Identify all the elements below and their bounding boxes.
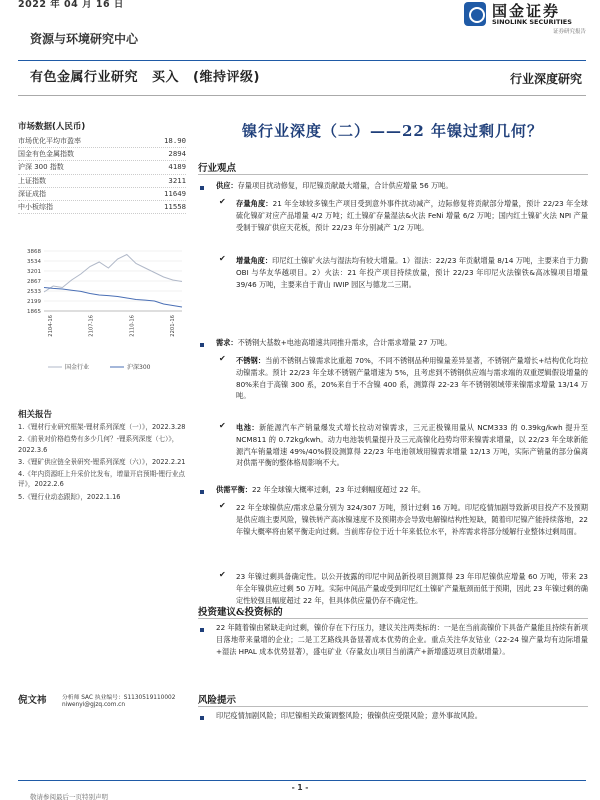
increment-label: 增量角度： <box>236 256 273 265</box>
stock-text: 21 年全球较多镍生产项目受到意外事件扰动减产，边际修复将贡献部分增量，预计 22/23 年全球硫化镍矿对应产品增量 4/2 万吨；红土镍矿存量湿法&火法 FeNi 增量 6/2 万吨；国内红土镍矿火法 NPI 产量受制于镍矿供应天花板，预计 22/23 年分别减产 1/2 万吨。 <box>236 199 588 232</box>
risk-paragraph: 印尼疫情加剧风险；印尼镍相关政策调整风险；俄镍供应受限风险；意外事故风险。 <box>216 711 482 720</box>
market-data-label: 市场优化平均市盈率 <box>18 137 81 145</box>
stock-paragraph <box>236 198 588 233</box>
section-divider <box>198 174 588 175</box>
x-tick-label: 2104-16 <box>48 315 54 337</box>
market-data-label: 中小板综指 <box>18 203 53 212</box>
industry-name: 有色金属行业研究 <box>30 70 139 85</box>
demand-paragraph <box>216 337 588 349</box>
bullet-icon <box>200 628 204 632</box>
demand-text: 不锈钢大基数+电池高增速共同推升需求，合计需求增量 27 万吨。 <box>237 338 452 347</box>
demand-label: 需求： <box>216 338 238 347</box>
balance-label: 供需平衡： <box>216 485 252 494</box>
check-icon: ✔ <box>219 570 226 579</box>
x-tick-label: 2107-16 <box>88 315 95 337</box>
bullet-icon <box>200 490 204 494</box>
y-tick-label: 2199 <box>27 298 41 305</box>
stainless-text: 当前不锈钢占镍需求比重超 70%，不同不锈钢品种用镍量差异显著，不锈钢产量增长+结构优化均拉动镍需求。预计 22/23 年全球不锈钢产量增速为 5%，且考虑到不锈钢供应端与需求端的双重逻辑假设增量的 80%来自于高镍 300 系，20%来自于不含镍 400 系，测算得 22-23 年不锈钢领域带来镍需求增量 13/14 万吨。 <box>236 356 588 401</box>
y-tick-label: 2867 <box>27 278 41 285</box>
market-data-label: 沪深 300 指数 <box>18 163 64 172</box>
increment-text: 印尼红土镍矿火法与湿法均有较大增量。1）湿法：22/23 年贡献增量 8/14 万吨，主要来自于力勤 OBI 与华友华越项目。2）火法：21 年投产项目持续放量，预计 22/23 年印尼火法镍铁&高冰镍项目增量 39/46 万吨，主要来自于青山 IWIP 园区与德龙二三期。 <box>236 256 588 289</box>
brand-mark-icon <box>464 2 486 26</box>
report-date: 2022 年 04 月 16 日 <box>18 0 124 10</box>
balance-2023-paragraph: 23 年镍过剩具备确定性。以公开披露的印尼中间品新投项目测算得 23 年印尼镍供应增量 60 万吨，带来 23 年全年镍供应过剩 50 万吨。实际中间品产量或受到印尼红土镍矿产量瓶颈而低于预期，因此 23 年镍过剩的确定性较强且幅度超过 22 年，但具体供应量仍存不确定性。 <box>236 572 588 605</box>
related-reports-list <box>18 422 186 504</box>
related-report-item[interactable]: 5.《锂行业动态跟踪》，2022.1.16 <box>18 492 121 501</box>
supply-text: 存量项目扰动修复，印尼镍贡献最大增量，合计供应增量 56 万吨。 <box>237 181 453 190</box>
page-number: - 1 - <box>291 783 309 792</box>
brand-name-en: SINOLINK SECURITIES <box>492 18 572 26</box>
market-data-row <box>18 135 186 148</box>
legend-label: 国金行业 <box>65 364 90 371</box>
check-icon: ✔ <box>219 354 226 363</box>
related-report-item[interactable]: 1.《锂材行业研究框架-锂材系列深度（一）》，2022.3.28 <box>18 423 186 431</box>
market-data-title: 市场数据(人民币) <box>18 122 86 132</box>
market-data-label: 深证成指 <box>18 189 46 198</box>
footer-divider <box>18 780 586 781</box>
bullet-icon <box>200 186 204 190</box>
increment-paragraph <box>236 255 588 290</box>
y-tick-label: 3868 <box>27 249 41 255</box>
related-report-item[interactable]: 4.《年内资源旺上升采价比发布，增量开启预期-锂行业点评》，2022.2.6 <box>18 470 185 489</box>
battery-paragraph <box>236 422 588 469</box>
header-divider <box>18 60 586 61</box>
industry-rating-row <box>30 66 274 85</box>
disclaimer-note: 敬请参阅最后一页特别声明 <box>30 793 108 800</box>
y-tick-label: 3201 <box>27 268 41 275</box>
market-data-label: 国金有色金属指数 <box>18 150 74 159</box>
market-data-row <box>18 175 186 188</box>
x-tick-label: 2110-16 <box>129 315 136 337</box>
balance-2022-paragraph: 22 年全球镍供应/需求总量分别为 324/307 万吨，预计过剩 16 万吨。印尼疫情加剧导致新项目投产不及预期是供应端主要风险，镍铁转产高冰镍速度不及预期亦会导致电解镍结构性短缺，随着印尼镍产能持续落地，22 年镍大概率将由紧平衡走向过剩。当前库存位于近十年来低位水平，补库需求将部分缓解行业整体过剩局面。 <box>236 503 588 536</box>
related-report-item[interactable]: 2.《前景对价格趋势有多少几何？-锂系列深度（七）》，2022.3.6 <box>18 435 179 454</box>
stock-label: 存量角度： <box>236 199 273 208</box>
section-divider <box>198 618 588 619</box>
market-data-table <box>18 135 186 214</box>
market-data-value: 2894 <box>168 149 186 159</box>
supply-paragraph <box>216 180 588 192</box>
research-center: 资源与环境研究中心 <box>30 32 139 46</box>
section-advice: 投资建议&投资标的 <box>198 607 283 618</box>
market-data-value: 3211 <box>168 175 186 185</box>
supply-label: 供应： <box>216 181 238 190</box>
market-data-value: 4189 <box>168 162 186 172</box>
market-data-value: 11649 <box>164 188 186 198</box>
brand-logo <box>464 0 586 36</box>
section-divider <box>198 706 588 707</box>
series-line-hs300 <box>44 288 182 308</box>
market-data-row <box>18 161 186 174</box>
stainless-paragraph <box>236 355 588 402</box>
check-icon: ✔ <box>219 421 226 430</box>
rating-note: (维持评级) <box>193 70 260 85</box>
market-data-panel <box>18 120 186 214</box>
bullet-icon <box>200 716 204 720</box>
market-data-value: 18.90 <box>164 136 186 145</box>
y-tick-label: 1865 <box>27 309 41 315</box>
y-tick-label: 2533 <box>27 288 41 295</box>
header-divider-2 <box>18 95 586 96</box>
check-icon: ✔ <box>219 254 226 263</box>
market-data-row <box>18 188 186 201</box>
battery-text: 新能源汽车产销量爆发式增长拉动对镍需求，三元正极镍用量从 NCM333 的 0.39kg/kwh 提升至 NCM811 的 0.72kg/kwh。动力电池装机量提升及三元高镍化趋势均带来镍需求增量，以 22/23 年全球新能源汽车销量增速 49%/40%假设测算得 22/23 年电池领域用镍需求增量 12/13 万吨，实际产销量的部分偏离对供需平衡的整体格局影响不大。 <box>236 423 588 468</box>
analyst-email[interactable]: niwenyi@gjzq.com.cn <box>62 702 126 708</box>
check-icon: ✔ <box>219 197 226 206</box>
brand-name-cn: 国金证券 <box>492 2 561 20</box>
battery-label: 电池： <box>236 423 260 432</box>
analyst-name: 倪文祎 <box>18 695 47 706</box>
brand-subtitle: 证券研究报告 <box>552 29 586 35</box>
check-icon: ✔ <box>219 501 226 510</box>
rating-action: 买入 <box>152 70 180 85</box>
legend-label: 沪深300 <box>127 364 151 371</box>
x-tick-label: 2201-16 <box>170 315 176 337</box>
series-line-industry <box>44 255 182 293</box>
section-risk: 风险提示 <box>198 695 237 706</box>
analyst-license: 分析师 SAC 执业编号：S1130519110002 <box>62 695 176 701</box>
advice-paragraph: 22 年随着镍由紧缺走向过剩，镍价存在下行压力，建议关注两类标的：一是在当前高镍价下具备产量能且持续有新项目落地带来量增的企业；二是工艺路线具备显著成本优势的企业。重点关注华友钴业（22-24 镍产量均有边际增量+湿法 HPAL 成本优势显著），盛屯矿业（存量友山项目当前满产+新增盛迈项目贡献增量）。 <box>216 623 588 656</box>
index-line-chart <box>18 247 186 377</box>
page-title: 镍行业深度（二）——22 年镍过剩几何？ <box>241 122 544 140</box>
market-data-value: 11558 <box>164 202 186 212</box>
related-report-item[interactable]: 3.《锂矿供应链全景研究-锂系列深度（六）》，2022.2.21 <box>18 457 186 466</box>
balance-text: 22 年全球镍大概率过剩，23 年过剩幅度超过 22 年。 <box>251 485 426 494</box>
balance-paragraph <box>216 484 588 496</box>
report-type: 行业深度研究 <box>509 72 582 86</box>
y-tick-label: 3534 <box>27 259 41 266</box>
section-industry-view: 行业观点 <box>198 163 237 174</box>
stainless-label: 不锈钢： <box>236 356 266 365</box>
bullet-icon <box>200 343 204 347</box>
market-data-row <box>18 148 186 161</box>
market-data-label: 上证指数 <box>18 176 46 185</box>
market-data-row <box>18 201 186 214</box>
related-reports-title: 相关报告 <box>18 410 53 420</box>
